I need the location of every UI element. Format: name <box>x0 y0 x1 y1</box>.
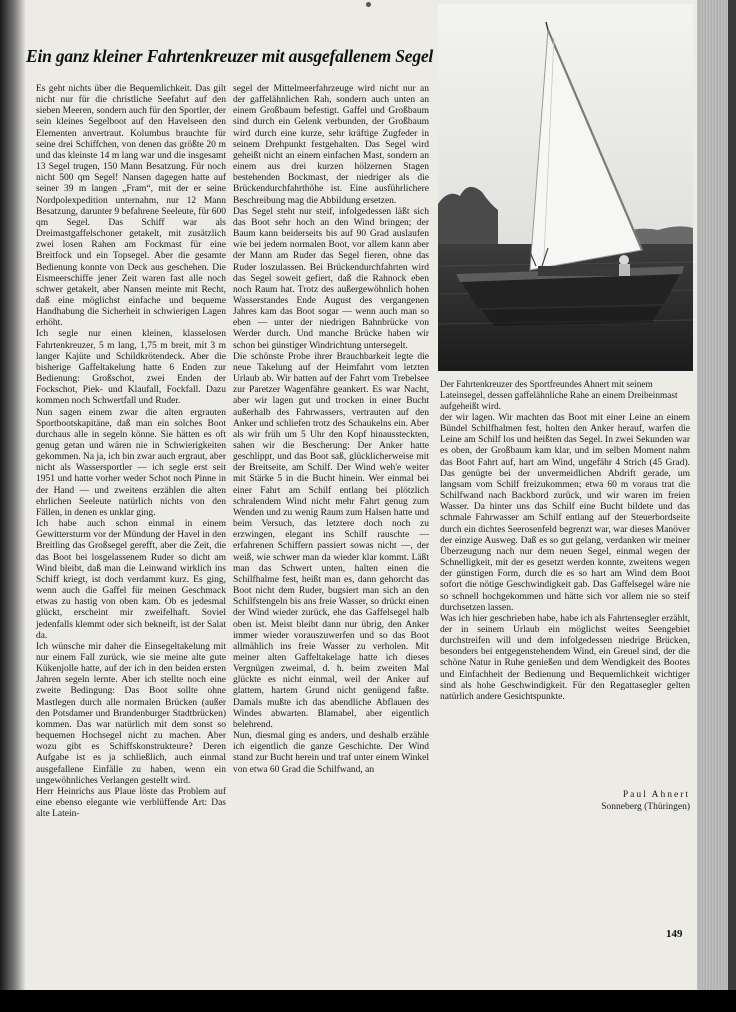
paragraph: segel der Mittelmeerfahrzeuge wird nicht nur an der gaffelähnlichen Rah, sondern auch unten an einem Großbaum befestigt. Gaffel und Großbaum sind durch ein Gelenk verbunden, der Großbaum wird durch eine kurze, sehr kräftige Zugfeder in seinem Drehpunkt festgehalten. Das Segel wird geheißt nicht an einem einfachen Mast, sondern an einem aus drei kurzen hölzernen Stagen bestehenden Bockmast, der niedriger als die Brückendurchfahrthöhe ist. Eine ausführlichere Beschreibung mag die Abbildung ersetzen. <box>233 84 429 206</box>
paragraph: Die schönste Probe ihrer Brauchbarkeit legte die neue Takelung auf der Heimfahrt vom letzten Urlaub ab. Wir hatten auf der Fahrt vom Trebelsee zur Paretzer Wagenfähre geankert. Es war Nacht, aber wir lagen gut und trocken in einer Bucht außerhalb des Fahrwassers, vertrauten auf den Anker und schliefen trotz des Schaukelns ein. Aber als wir früh um 5 Uhr den Kopf hinaussteckten, sahen wir die Bescherung: Der Anker hatte geschlippt, und das Boot saß, glücklicherweise mit der Breitseite, am Schilf. Der Wind weh'e weiter mit Stärke 5 in die Bucht hinein. Wer einmal bei einer Fahrt am Schilf entlang bei plötzlich schralendem Wind nicht mehr Fahrt genug zum Wenden und zu wenig Raum zum Halsen hatte und beim Versuch, das letztere doch noch zu erzwingen, elegant ins Schilf rauschte — erfahrenen Schiffern passiert sowas nicht —, der weiß, wie schwer man da wieder klar kommt. Läßt man das Schwert unten, halten einen die Schilfhalme fest, heißt man es, dann gehorcht das Boot nicht dem Ruder, bugsiert man sich an den Schilfstengeln bis ans freie Wasser, so drückt einen der Wind wieder zurück, ehe das Gaffelsegel halb oben ist. Meist bleibt dann nur übrig, den Anker immer wieder vorauszuwerfen und so das Boot allmählich ins freie Wasser zu verholen. Mit meiner alten Gaffeltakelage hatte ich dieses Vergnügen zweimal, d. h. beim zweiten Mal glückte es nicht einmal, weil der Anker auf glattem, hartem Grund nicht genügend faßte. Damals mußte ich das abendliche Abflauen des Windes abwarten. Blamabel, aber eigentlich belehrend. <box>233 351 429 730</box>
page-number: 149 <box>666 928 683 940</box>
paragraph: der wir lagen. Wir machten das Boot mit einer Leine an einem Bündel Schilfhalmen fest, holten den Anker herauf, warfen die Leine am Schilf los und heißten das Segel. In zwei Sekunden war es oben, der Großbaum kam klar, und im selben Moment nahm das Boot Fahrt auf, hart am Wind, ungefähr 4 Strich (45 Grad). Das genügte bei der unvermeidlichen Abdrift gerade, um langsam vom Schilf freizukommen; etwa 60 m voraus trat die Schilfwand nach Backbord zurück, und wir waren im freien Wasser. Da hinter uns das Schilf eine Bucht bildete und das schmale Fahrwasser am Schilf entlang auf der Steuerbordseite durch ein dichtes Seerosenfeld begrenzt war, war dieses Manöver der einzige Ausweg. Daß es so gut gelang, verdanken wir meiner Überzeugung nach nur dem neuen Segel, einmal wegen der Schnelligkeit, mit der es gesetzt werden konnte, zweitens wegen der günstigen Form, durch die es so hart am Wind dem Boot sofort die nötige Geschwindigkeit gab. Das Gaffelsegel wäre nie so schnell hochgekommen und hätte sich vor allem nie so steif durchsetzen lassen. <box>440 413 690 613</box>
text-column-1 <box>36 84 226 929</box>
article-title: Ein ganz kleiner Fahrtenkreuzer mit ausgefallenem Segel <box>26 46 434 66</box>
sailboat-photo <box>438 4 693 371</box>
text-column-2 <box>233 84 429 929</box>
paragraph: Was ich hier geschrieben habe, habe ich als Fahrtensegler erzählt, der in seinem Urlaub ein möglichst weites Seengebiet durchstreifen will und dem infolgedessen niedrige Brücken, besonders bei entgegenstehendem Wind, ein Greuel sind, der die schöne Natur in Ruhe genießen und dem Wendigkeit des Bootes und Einfachheit der Bedienung und Bequemlichkeit wichtiger sind als hohe Geschwindigkeit. Für den Regattasegler gelten natürlich andere Gesichtspunkte. <box>440 613 690 702</box>
author-signature <box>440 790 690 813</box>
book-spine-edge <box>728 0 736 990</box>
paragraph: Ich habe auch schon einmal in einem Gewittersturm vor der Mündung der Havel in den Breitling das Großsegel gerefft, aber die Zeit, die das Boot bei losgelassenem Ruder so dicht am Wind bleibt, daß man die Leinwand wirklich ins Schiff kriegt, ist doch verdammt kurz. Es ging, wenn auch die Gaffel für meinen Geschmack etwas zu hastig von oben kam. Ob es jedesmal glückt, erscheint mir zweifelhaft. Soviel jedenfalls klemmt oder sich bekneift, ist der Salat da. <box>36 519 226 641</box>
punch-mark <box>366 2 371 7</box>
paragraph: Ich segle nur einen kleinen, klasselosen Fahrtenkreuzer, 5 m lang, 1,75 m breit, mit 3 m langer Kajüte und Schildkrötendeck. Aber die bisherige Gaffeltakelung hatte 6 Enden zur Bedienung: Großschot, zwei Enden der Fockschot, Piek- und Klaufall, Fockfall. Dazu kommen noch Schwertfall und Ruder. <box>36 329 226 407</box>
author-name: Paul Ahnert <box>622 790 690 800</box>
author-location: Sonneberg (Thüringen) <box>601 801 690 812</box>
paragraph: Nun sagen einem zwar die alten ergrauten Sportbootskapitäne, daß man ein solches Boot durchaus alle in segeln könne. Sie hätten es oft genug getan und wären nie in Schwierigkeiten gekommen. Na ja, ich bin zwar auch ergraut, aber nicht als Wassersportler — ich segle erst seit 1951 und hatte vorher weder Schot noch Pinne in der Hand — und zweitens erzählen die alten ehrlichen Seeleute natürlich nichts von den Fällen, in denen es unklar ging. <box>36 407 226 518</box>
text-column-3 <box>440 413 690 793</box>
paragraph: Ich wünsche mir daher die Einsegeltakelung mit nur einem Fall zurück, wie sie meine alte gute Kükenjolle hatte, auf der ich in den beiden ersten Jahren segeln lernte. Aber ich stellte noch eine zweite Bedingung: Das Boot sollte ohne Mastlegen durch alle normalen Brücken (außer den Potsdamer und Brandenburger Stadtbrücken) kommen. Das war natürlich mit dem sonst so bequemen Hochsegel nicht zu machen. Aber wozu gibt es Schiffskonstrukteure? Deren Aufgabe ist es ja schließlich, auch einmal ausgefallene Einfälle zu haben, wenn ein ungewöhnliches Verlangen gestellt wird. <box>36 641 226 786</box>
paragraph: Das Segel steht nur steif, infolgedessen läßt sich das Boot sehr hoch an den Wind bringen; der Baum kann beiderseits bis auf 90 Grad auslaufen wie bei jedem normalen Boot, vor allem kann aber der Mann am Ruder das Segel fieren, ohne das Ruder loszulassen. Bei Brückendurchfahrten wird das Segel soweit gefiert, daß die Rahnock eben noch Raum hat. Trotz des außergewöhnlich hohen Wasserstandes Ende August des vergangenen Jahres kam das Boot sogar — wenn auch man so eben — unter der niedrigen Bahnbrücke von Werder durch. Und manche Brücke haben wir schon bei günstiger Windrichtung untersegelt. <box>233 206 429 351</box>
paragraph: Es geht nichts über die Bequemlichkeit. Das gilt nicht nur für die christliche Seefahrt auf den sieben Meeren, sondern auch für den Sportler, der sein kleines Segelboot auf den Havelseen den Elementen anvertraut. Kolumbus brauchte für seine drei Schiffchen, von denen das größte 20 m und das kleinste 14 m lang war und die insgesamt 13 Segel trugen, 150 Mann Besatzung. Für noch nicht 500 qm Segel! Nansen dagegen hatte auf seiner 39 m langen „Fram“, mit der er seine Nordpolexpedition unternahm, nur 12 Mann Besatzung, darunter 9 befahrene Seeleute, für 600 qm Segel. Das Schiff war als Dreimastgaffelschoner getakelt, mit zusätzlich zwei losen Rahen am Fockmast für eine Breitfock und ein Topsegel. Aber die gesamte Bedienung konnte von Deck aus geschehen. Die Eismeerschiffe jener Zeit waren fast alle noch schwer getakelt, aber Nansen meinte mit Recht, daß eine möglichst einfache und bequeme Handhabung die Sicherheit in schwierigen Lagen erhöht. <box>36 84 226 329</box>
paragraph: Nun, diesmal ging es anders, und deshalb erzähle ich eigentlich die ganze Geschichte. Der Wind stand zur Bucht herein und traf unter einem Winkel von etwa 60 Grad die Schilfwand, an <box>233 731 429 775</box>
photo-caption: Der Fahrtenkreuzer des Sportfreundes Ahnert mit seinem Lateinsegel, dessen gaffelähnliche Rahe an einem Dreibeinmast aufgeheißt wird. <box>440 380 678 412</box>
paragraph: Herr Heinrichs aus Plaue löste das Problem auf eine ebenso elegante wie verblüffende Art: Das alte Latein- <box>36 786 226 820</box>
binding-shadow <box>0 0 26 990</box>
